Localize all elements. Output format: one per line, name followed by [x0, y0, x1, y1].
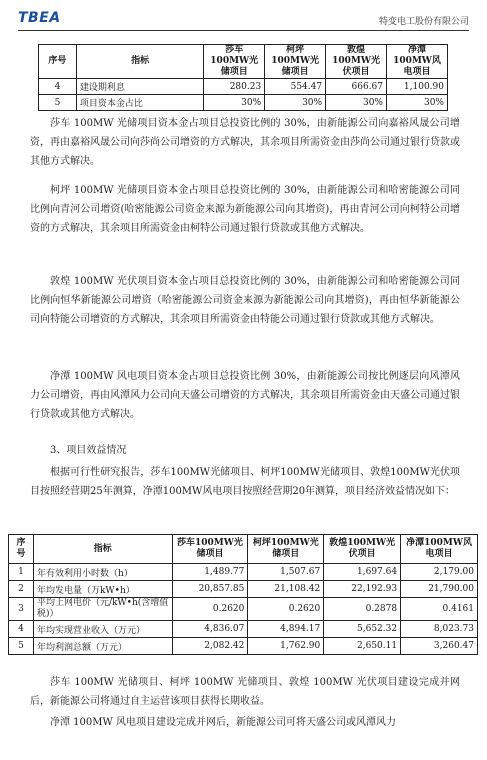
table-cell: 2,650.11	[324, 638, 401, 655]
table-cell: 666.67	[326, 79, 387, 95]
paragraph-dunhuang: 敦煌 100MW 光伏项目资本金占项目总投资比例的 30%，由新能源公司和哈密能源公司同比例向恒华新能源公司增资（哈密能源公司资金来源为新能源公司向其增资)，再由恒华新能源公司向特能公司增资的方式解决，其余项目所需资金由特能公司通过银行贷款或其他方式解决。	[30, 276, 460, 325]
table-row	[9, 564, 478, 581]
paragraph-shache: 莎车 100MW 光储项目资本金占项目总投资比例的 30%，由新能源公司向嘉裕风晟公司增资，再由嘉裕风晟公司向莎尚公司增资的方式解决，其余项目所需资金由莎尚公司通过银行贷款或其他方式解决。	[30, 118, 460, 167]
header-cell: 莎车100MW光储项目	[172, 535, 248, 564]
table-cell: 0.4161	[401, 598, 478, 621]
table-cell: 4	[9, 621, 34, 638]
paragraph-keping: 柯坪 100MW 光储项目资本金占项目总投资比例的 30%，由新能源公司和哈密能源公司同比例向青河公司增资(哈密能源公司资金来源为新能源公司向其增资)，再由青河公司向柯特公司增资的方式解决，其余项目所需资金由柯特公司通过银行贷款或其他方式解决。	[30, 185, 460, 234]
table-cell: 30%	[326, 95, 387, 111]
table-cell: 554.47	[265, 79, 326, 95]
table-cell: 2	[9, 581, 34, 598]
table-cell: 21,108.42	[248, 581, 324, 598]
table-cell: 年有效利用小时数（h）	[33, 564, 172, 581]
table-cell: 建设期利息	[76, 79, 203, 95]
table-cell: 4,836.07	[172, 621, 248, 638]
table-cell: 280.23	[204, 79, 265, 95]
header-cell: 序号	[39, 45, 77, 79]
table-cell: 30%	[204, 95, 265, 111]
header-cell: 敦煌100MW光伏项目	[324, 535, 401, 564]
table-cell: 2,082.42	[172, 638, 248, 655]
table-row	[9, 638, 478, 655]
table-cell: 4,894.17	[248, 621, 324, 638]
header-cell: 净潭100MW风电项目	[401, 535, 478, 564]
section-heading: 3、项目效益情况	[50, 445, 127, 456]
table-cell: 0.2878	[324, 598, 401, 621]
table-cell: 1	[9, 564, 34, 581]
table-header-row	[39, 45, 448, 79]
table-cell: 1,100.90	[387, 79, 448, 95]
table-header-row	[9, 535, 478, 564]
table-cell: 22,192.93	[324, 581, 401, 598]
paragraph-jingtan: 净潭 100MW 风电项目资本金占项目总投资比例 30%，由新能源公司按比例逐层向风潭风力公司增资，再由风潭风力公司向天盛公司增资的方式解决，其余项目所需资金由天盛公司通过银行贷款或其他方式解决。	[30, 371, 460, 420]
table-cell: 5,652.32	[324, 621, 401, 638]
table-row	[39, 79, 448, 95]
benefit-table	[8, 534, 478, 655]
table-cell: 30%	[265, 95, 326, 111]
page-header	[18, 8, 469, 31]
table-cell: 8,023.73	[401, 621, 478, 638]
paragraph-benefit-intro: 根据可行性研究报告，莎车100MW光储项目、柯坪100MW光储项目、敦煌100MW光伏项目按照经营期25年测算，净潭100MW风电项目按照经营期20年测算，项目经济效益情况如下：	[30, 467, 460, 497]
table-row	[9, 581, 478, 598]
table-cell: 1,762.90	[248, 638, 324, 655]
table-cell: 项目资本金占比	[76, 95, 203, 111]
table-cell: 年均利润总额（万元）	[33, 638, 172, 655]
paragraph-wind-revenue: 净潭 100MW 风电项目建设完成并网后，新能源公司可将天盛公司或风潭风力	[50, 717, 396, 728]
table-cell: 3	[9, 598, 34, 621]
paragraph-solar-revenue: 莎车 100MW 光储项目、柯坪 100MW 光储项目、敦煌 100MW 光伏项目建设完成并网后，新能源公司将通过自主运营该项目获得长期收益。	[30, 677, 460, 707]
header-cell: 柯坪100MW光储项目	[248, 535, 324, 564]
table-cell: 5	[39, 95, 77, 111]
header-cell: 序号	[9, 535, 34, 564]
table-cell: 1,489.77	[172, 564, 248, 581]
header-cell: 净潭100MW风电项目	[387, 45, 448, 79]
table-cell: 3,260.47	[401, 638, 478, 655]
header-cell: 指标	[33, 535, 172, 564]
company-logo: TBEA	[18, 10, 61, 26]
table-cell: 平均上网电价（元/kW•h(含增值税)）	[33, 598, 172, 621]
header-cell: 敦煌100MW光伏项目	[326, 45, 387, 79]
table-cell: 4	[39, 79, 77, 95]
table-cell: 20,857.85	[172, 581, 248, 598]
table-cell: 1,507.67	[248, 564, 324, 581]
table-cell: 年均实现营业收入（万元）	[33, 621, 172, 638]
table-cell: 0.2620	[172, 598, 248, 621]
header-cell: 指标	[76, 45, 203, 79]
table-cell: 5	[9, 638, 34, 655]
table-row	[9, 621, 478, 638]
header-cell: 莎车100MW光储项目	[204, 45, 265, 79]
table-cell: 21,790.00	[401, 581, 478, 598]
header-cell: 柯坪100MW光储项目	[265, 45, 326, 79]
table-cell: 1,697.64	[324, 564, 401, 581]
table-cell: 2,179.00	[401, 564, 478, 581]
table-cell: 30%	[387, 95, 448, 111]
investment-table	[38, 44, 448, 111]
table-cell: 年均发电量（万kW•h）	[33, 581, 172, 598]
table-row	[9, 598, 478, 621]
company-name: 特变电工股份有限公司	[378, 17, 469, 27]
table-row	[39, 95, 448, 111]
table-cell: 0.2620	[248, 598, 324, 621]
